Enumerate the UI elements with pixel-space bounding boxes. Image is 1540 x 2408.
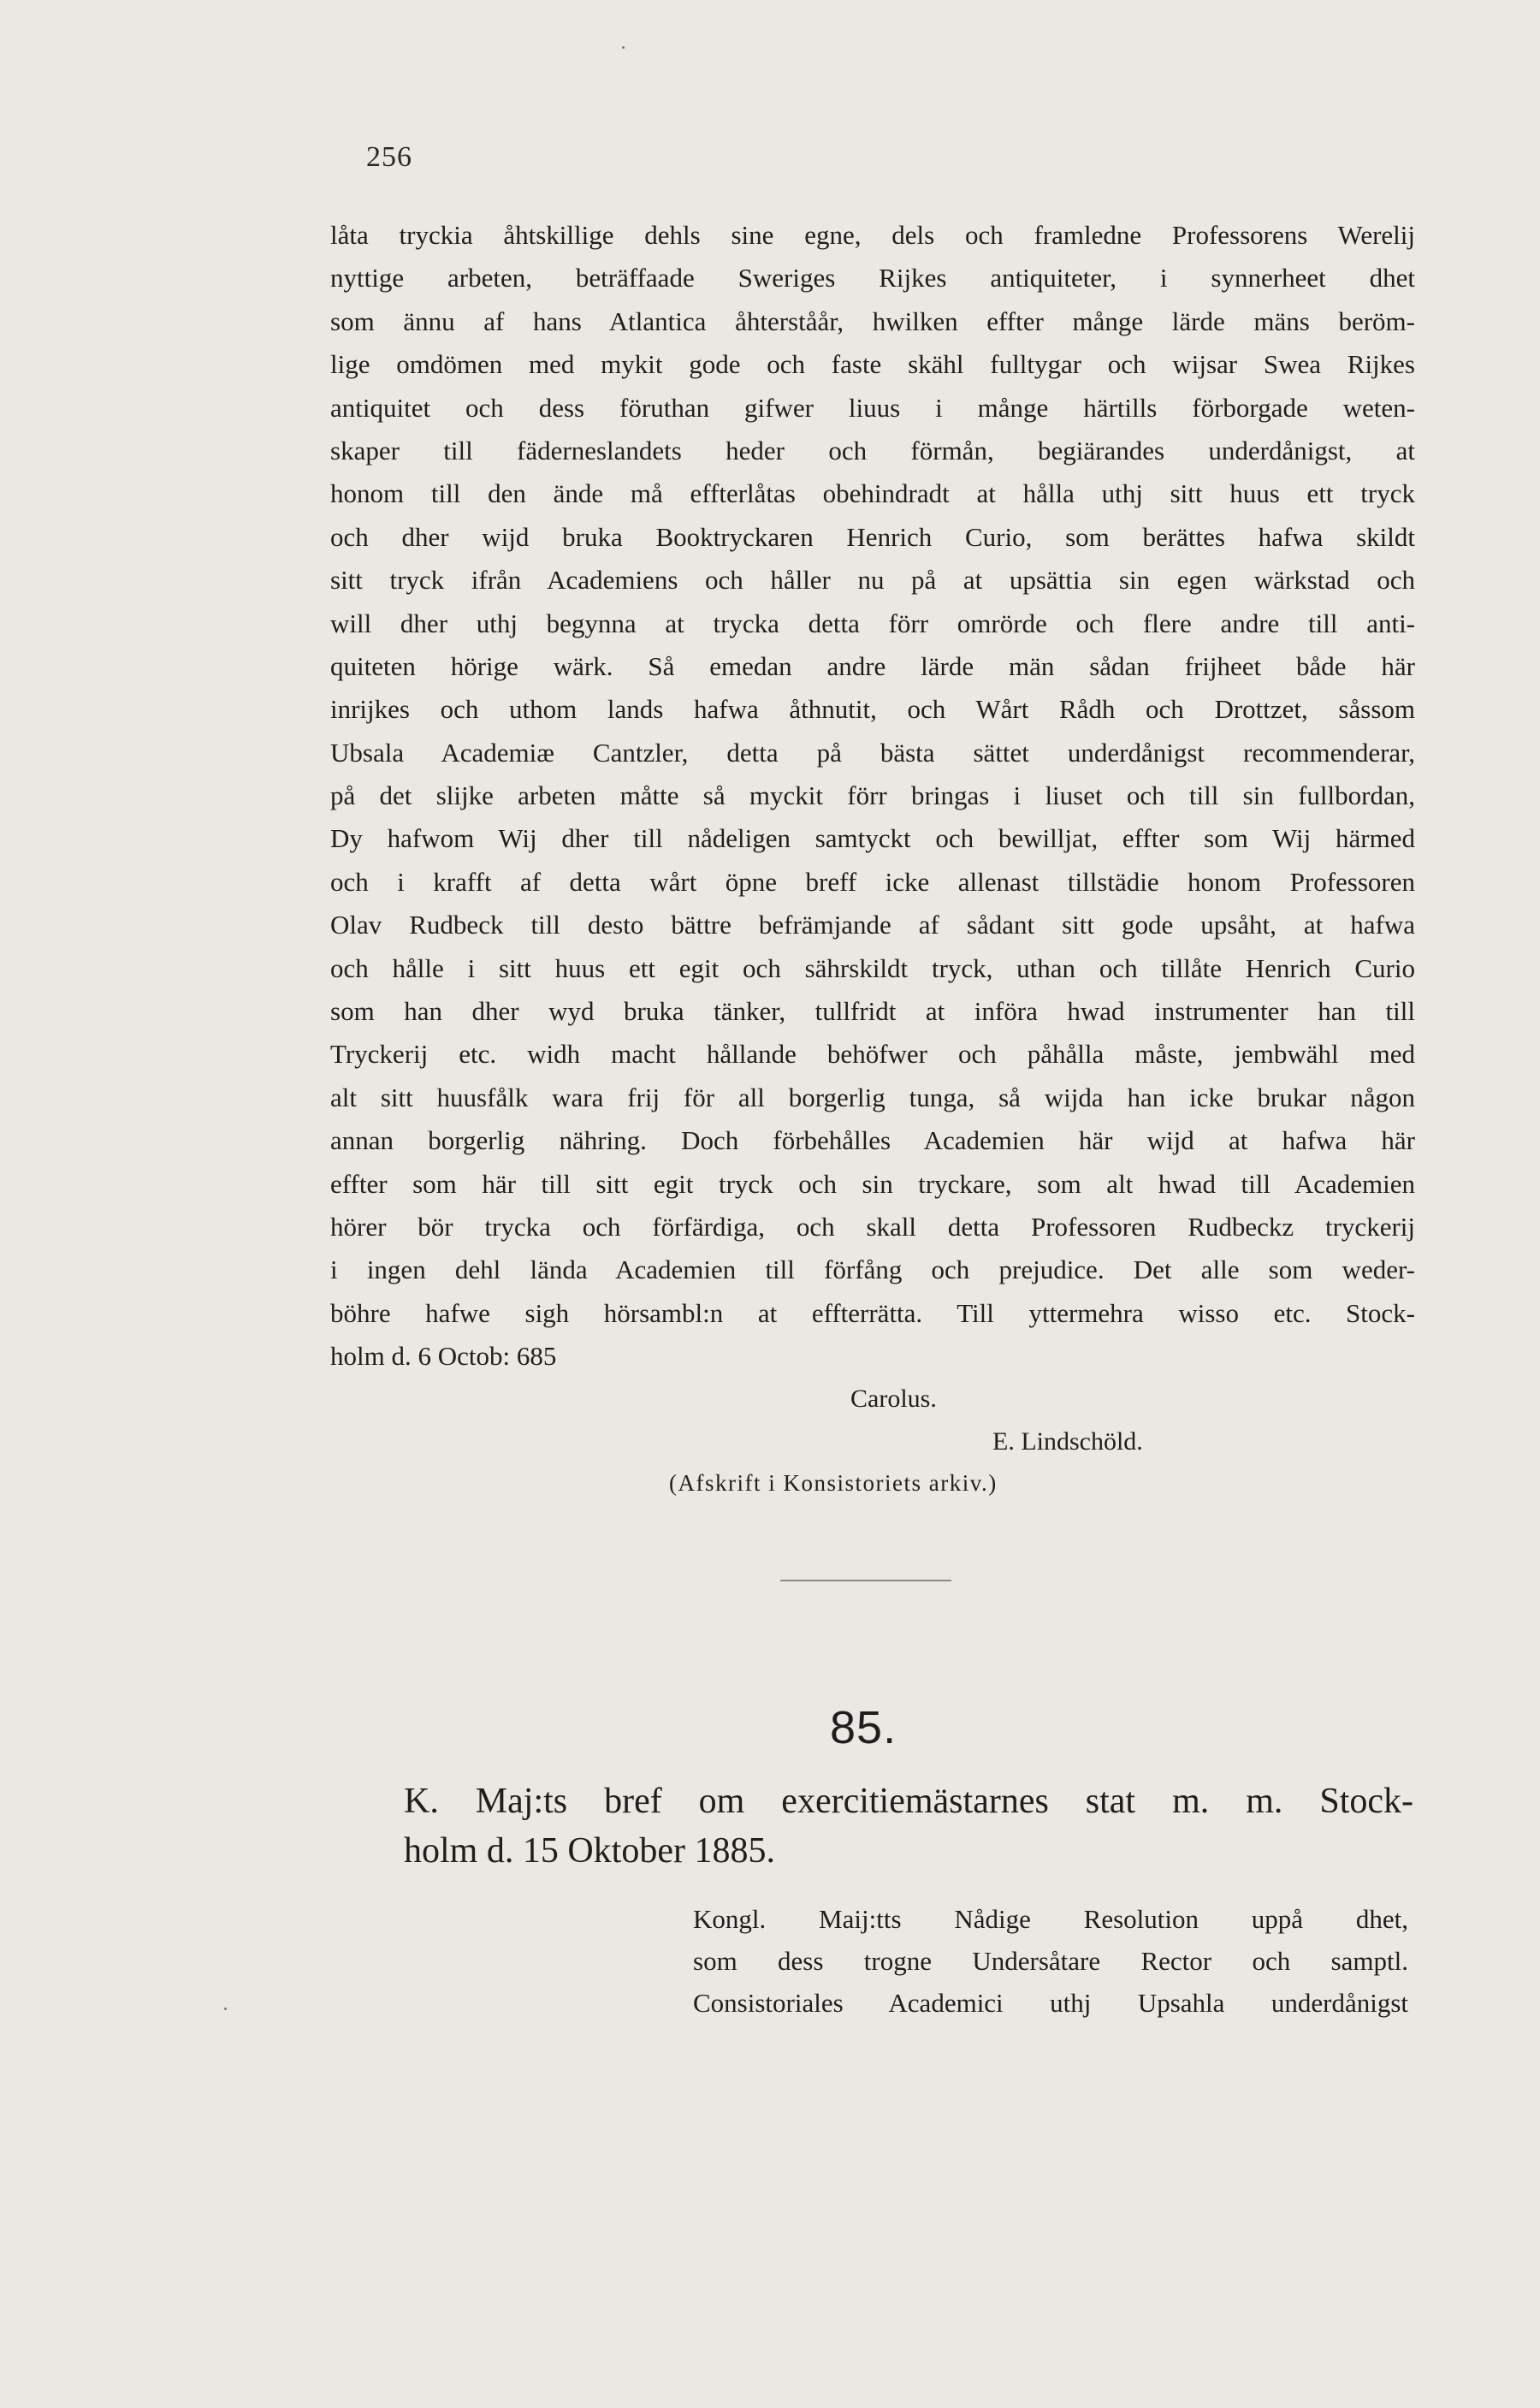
letter-line: skaper till fäderneslandets heder och förmån, begiärandes underdånigst, at [330, 435, 1415, 466]
document-number: 85. [830, 1702, 897, 1753]
paper-speck-mark [622, 46, 625, 49]
letter-line: quiteten hörige wärk. Så emedan andre lärde män sådan frijheet både här [330, 650, 1415, 681]
letter-line: böhre hafwe sigh hörsambl:n at effterrätta. Till yttermehra wisso etc. Stock- [330, 1297, 1415, 1328]
document-title [404, 1776, 1413, 1876]
letter-line: honom till den ände må effterlåtas obehindradt at hålla uthj sitt huus ett tryck [330, 478, 1415, 509]
paper-speck-mark [224, 2008, 227, 2010]
resolution-text [693, 1898, 1408, 2024]
letter-line: annan borgerlig nähring. Doch förbehålles Academien här wijd at hafwa här [330, 1125, 1415, 1156]
letter-line: hörer bör trycka och förfärdiga, och skall detta Professoren Rudbeckz tryckerij [330, 1211, 1415, 1242]
page-number: 256 [366, 141, 412, 173]
letter-line: Olav Rudbeck till desto bättre befrämjande af sådant sitt gode upsåht, at hafwa [330, 910, 1415, 940]
resolution-line: Consistoriales Academici uthj Upsahla underdånigst [693, 1988, 1408, 2018]
signature-king: Carolus. [850, 1385, 937, 1413]
resolution-line: Kongl. Maij:tts Nådige Resolution uppå dhet, [693, 1904, 1408, 1934]
letter-line: på det slijke arbeten måtte så myckit förr bringas i liuset och till sin fullbordan, [330, 780, 1415, 811]
source-note: (Afskrift i Konsistoriets arkiv.) [669, 1470, 998, 1496]
letter-line: som ännu af hans Atlantica åhterståår, hwilken effter månge lärde mäns beröm- [330, 305, 1415, 336]
letter-line: som han dher wyd bruka tänker, tullfridt at införa hwad instrumenter han till [330, 996, 1415, 1027]
letter-line: och hålle i sitt huus ett egit och sährskildt tryck, uthan och tillåte Henrich Curio [330, 952, 1415, 983]
letter-line: alt sitt huusfålk wara frij för all borgerlig tunga, så wijda han icke brukar någon [330, 1082, 1415, 1112]
letter-line: Ubsala Academiæ Cantzler, detta på bästa sättet underdånigst recommenderar, [330, 737, 1415, 768]
letter-line-dateline: holm d. 6 Octob: 685 [330, 1341, 557, 1372]
section-divider [780, 1580, 951, 1581]
letter-line: effter som här till sitt egit tryck och sin tryckare, som alt hwad till Academien [330, 1168, 1415, 1199]
signature-countersign: E. Lindschöld. [992, 1427, 1143, 1456]
document-title-line: K. Maj:ts bref om exercitiemästarnes stat m. m. Stock- [404, 1782, 1413, 1821]
letter-line: lige omdömen med mykit gode och faste skähl fulltygar och wijsar Swea Rijkes [330, 349, 1415, 380]
letter-line: will dher uthj begynna at trycka detta förr omrörde och flere andre till anti- [330, 608, 1415, 638]
letter-line: och dher wijd bruka Booktryckaren Henrich Curio, som berättes hafwa skildt [330, 521, 1415, 552]
letter-line: Dy hafwom Wij dher till nådeligen samtyckt och bewilljat, effter som Wij härmed [330, 823, 1415, 854]
letter-line: låta tryckia åhtskillige dehls sine egne, dels och framledne Professorens Werelij [330, 220, 1415, 250]
letter-line: sitt tryck ifrån Academiens och håller nu på at upsättia sin egen wärkstad och [330, 565, 1415, 596]
letter-body [330, 214, 1415, 1379]
document-title-line: holm d. 15 Oktober 1885. [404, 1831, 775, 1871]
letter-line: inrijkes och uthom lands hafwa åthnutit, och Wårt Rådh och Drottzet, såssom [330, 694, 1415, 725]
resolution-line: som dess trogne Undersåtare Rector och samptl. [693, 1946, 1408, 1976]
letter-line: antiquitet och dess föruthan gifwer liuus i månge härtills förborgade weten- [330, 392, 1415, 423]
letter-line: i ingen dehl lända Academien till förfång och prejudice. Det alle som weder- [330, 1254, 1415, 1285]
letter-line: och i krafft af detta wårt öpne breff icke allenast tillstädie honom Professoren [330, 866, 1415, 897]
letter-line: nyttige arbeten, beträffaade Sweriges Rijkes antiquiteter, i synnerheet dhet [330, 263, 1415, 294]
letter-line: Tryckerij etc. widh macht hållande behöfwer och påhålla måste, jembwähl med [330, 1039, 1415, 1070]
